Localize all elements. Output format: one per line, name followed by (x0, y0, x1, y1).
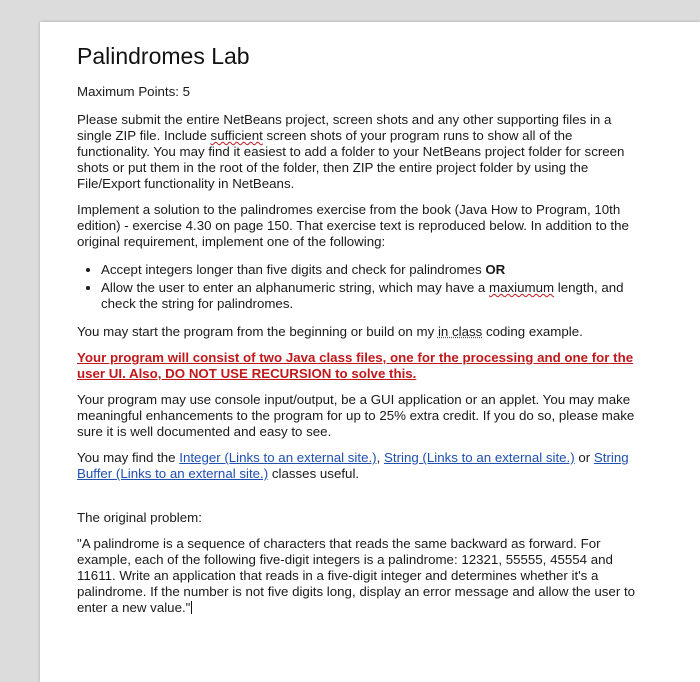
text-cursor (191, 601, 192, 614)
submission-instructions (77, 112, 637, 192)
original-problem-text (77, 536, 637, 616)
page-title: Palindromes Lab (77, 43, 250, 69)
document-page (40, 22, 700, 682)
original-problem-body: "A palindrome is a sequence of characters that reads the same backward as forward. For example, each of the following five-digit integers is a palindrome: 12321, 55555, 45554 and 11611. Write an application that reads in a five-digit integer and determines whether it's a palindrome. If the number is not five digits long, display an error message and allow the user to enter a new value." (77, 536, 636, 615)
misspelled-word[interactable]: sufficient (210, 128, 263, 143)
classes-text-a: You may find the (77, 450, 180, 465)
classes-text-b: classes useful. (268, 466, 360, 481)
start-text-a: You may start the program from the beginning or build on my (77, 324, 438, 339)
start-text-c: coding example. (482, 324, 583, 339)
classes-sep1: , (376, 450, 384, 465)
option2-text-b: length, and check the string for palindromes. (101, 280, 624, 311)
submission-text-a: Please submit the entire NetBeans project, screen shots and any other supporting files in a single ZIP file. Include (77, 112, 612, 143)
options-list (77, 262, 637, 312)
original-problem-heading: The original problem: (77, 510, 202, 525)
max-points: Maximum Points: 5 (77, 84, 191, 99)
implementation-paragraph: Implement a solution to the palindromes exercise from the book (Java How to Program, 10th edition) - exercise 4.30 on page 150. That exercise text is reproduced below. In addition to the original requirement, implement one of the following: (77, 202, 629, 249)
start-paragraph (77, 324, 637, 340)
string-buffer-link[interactable]: String Buffer (Links to an external site.) (77, 450, 629, 481)
option1-or: OR (485, 262, 506, 277)
list-item (101, 280, 637, 312)
in-class-word: in class (437, 324, 483, 339)
integer-link[interactable]: Integer (Links to an external site.) (179, 450, 377, 465)
misspelled-word[interactable]: maxiumum (489, 280, 555, 295)
red-requirement-note: Your program will consist of two Java class files, one for the processing and one for the user UI. Also, DO NOT USE RECURSION to solve this. (77, 350, 634, 381)
io-paragraph: Your program may use console input/output, be a GUI application or an applet. You may make meaningful enhancements to the program for up to 25% extra credit. If you do so, please make sure it is well documented and easy to see. (77, 392, 635, 439)
submission-text-b: screen shots of your program runs to show all of the functionality. You may find it easiest to add a folder to your NetBeans project folder for screen shots or put them in the root of the folder, then ZIP the entire project folder by using the File/Export functionality in NetBeans. (77, 128, 625, 191)
classes-paragraph (77, 450, 637, 482)
spacer (77, 492, 637, 510)
document-content (77, 42, 637, 626)
list-item (101, 262, 637, 278)
classes-sep2: or (574, 450, 594, 465)
option2-text-a: Allow the user to enter an alphanumeric string, which may have a (101, 280, 490, 295)
string-link[interactable]: String (Links to an external site.) (384, 450, 575, 465)
option1-text: Accept integers longer than five digits and check for palindromes (101, 262, 486, 277)
